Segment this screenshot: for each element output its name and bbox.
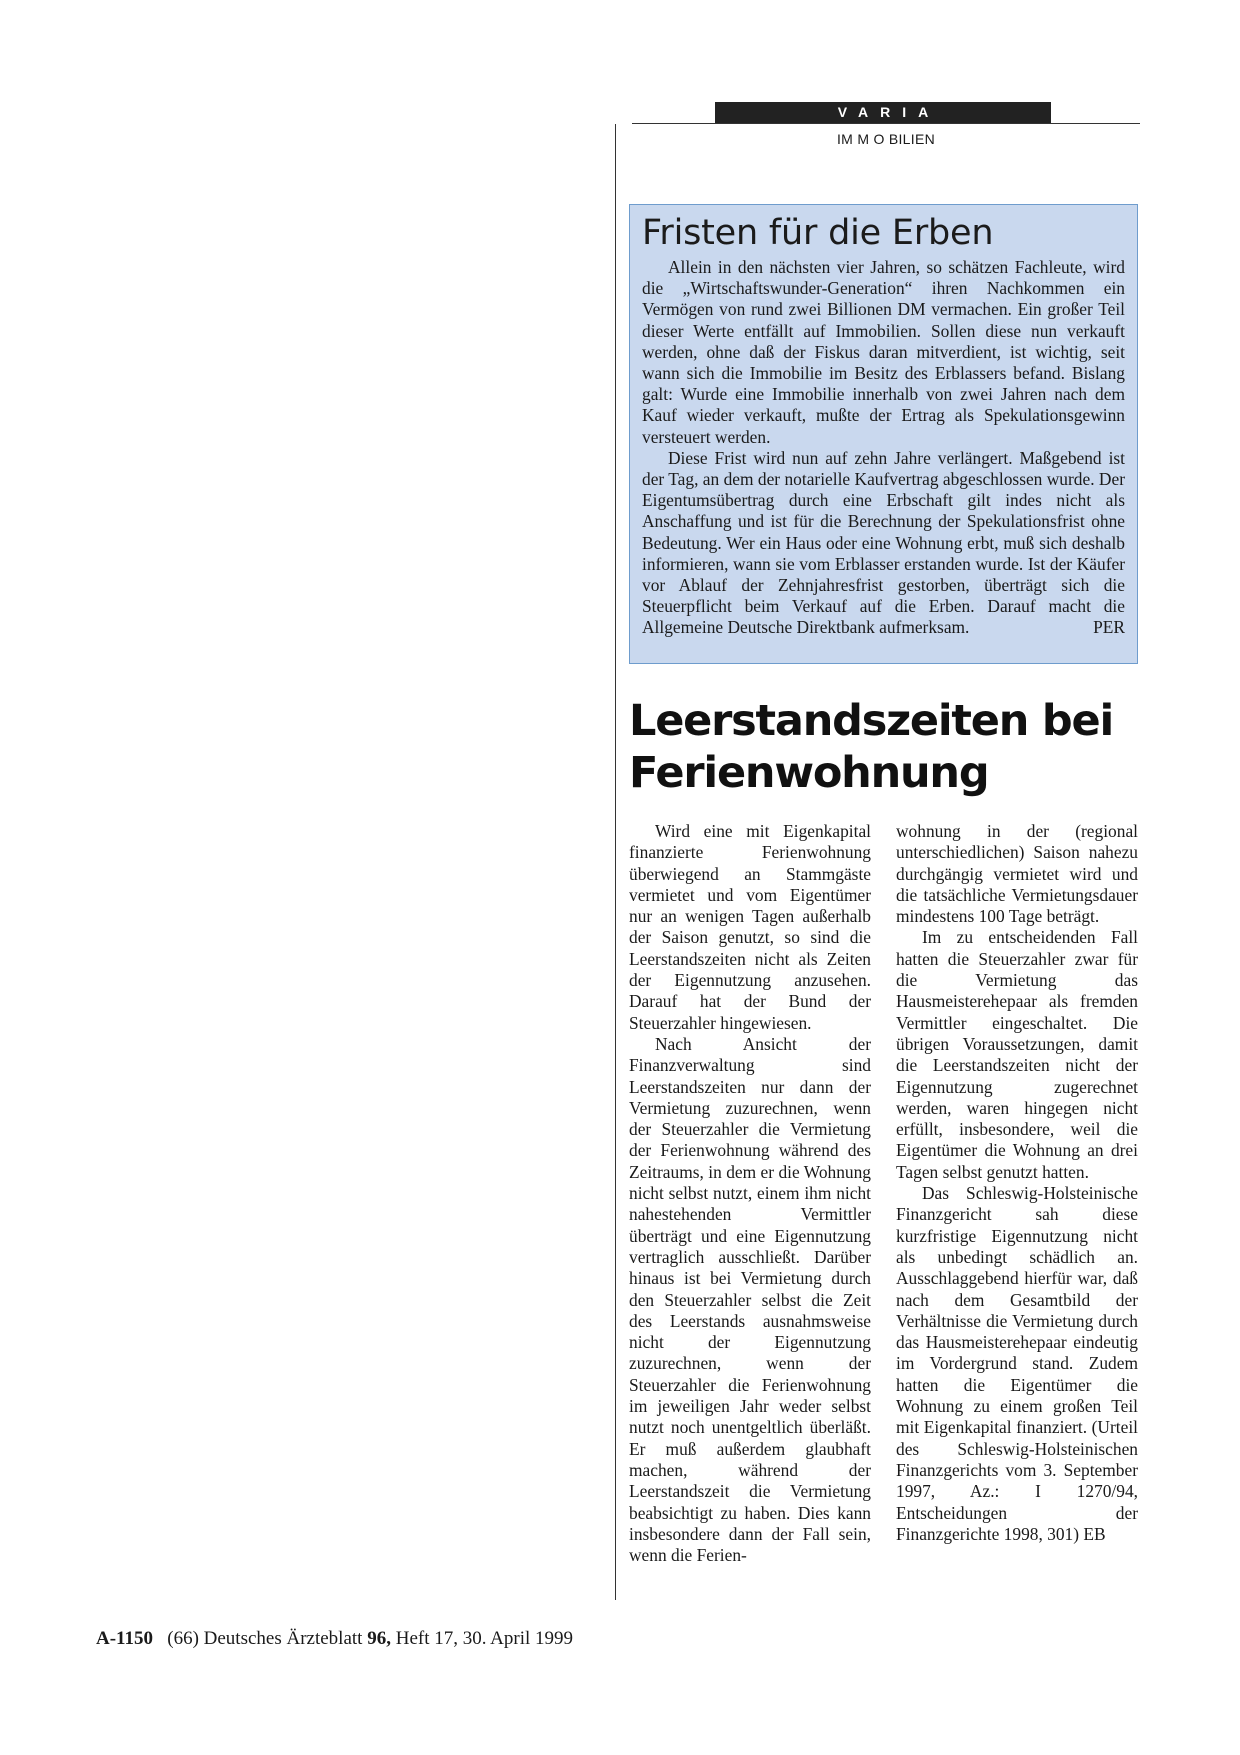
rubric-label: IM M O BILIEN <box>836 131 936 147</box>
article-paragraph: Nach Ansicht der Finanzverwaltung sind Leerstandszeiten nur dann der Vermietung zuzurechnen, wenn der Steuerzahler die Vermietung der Ferienwohnung während des Zeitraums, in dem er die Wohnung nicht selbst nutzt, einem ihm nicht nahestehenden Vermittler überträgt und eine Eigennutzung vertraglich ausschließt. Darüber hinaus ist bei Vermietung durch den Steuerzahler selbst die Zeit des Leerstands ausnahmsweise nicht der Eigennutzung zuzurechnen, wenn der Steuerzahler die Ferienwohnung im jeweiligen Jahr weder selbst nutzt noch unentgeltlich überläßt. Er muß außerdem glaubhaft machen, während der Leerstandszeit die Vermietung beabsichtigt zu haben. Dies kann insbesondere dann der Fall sein, wenn die Ferien- <box>629 1033 871 1566</box>
article-paragraph: wohnung in der (regional unterschiedlichen) Saison nahezu durchgängig vermietet wird und die tatsächliche Vermietungsdauer mindestens 100 Tage beträgt. <box>896 821 1138 927</box>
header-rule <box>632 123 1140 124</box>
author-signature: PER <box>1093 617 1125 638</box>
boxed-article <box>629 204 1138 664</box>
article-paragraph: Das Schleswig-Holsteinische Finanzgericht sah diese kurzfristige Eigennutzung nicht als unbedingt schädlich an. Ausschlaggebend hierfür war, daß nach dem Gesamtbild der Verhältnisse die Vermietung durch das Hausmeisterehepaar eindeutig im Vordergrund stand. Zudem hatten die Eigentümer die Wohnung zu einem großen Teil mit Eigenkapital finanziert. (Urteil des Schleswig-Holsteinischen Finanzgerichts vom 3. September 1997, Az.: I 1270/94, Entscheidungen der Finanzgerichte 1998, 301) EB <box>896 1183 1138 1544</box>
boxed-article-title: Fristen für die Erben <box>642 213 994 253</box>
article-column-2 <box>896 821 1138 1545</box>
page-reference: A-1150 <box>96 1628 153 1649</box>
journal-name: Deutsches Ärzteblatt <box>203 1628 363 1649</box>
boxed-article-text: Diese Frist wird nun auf zehn Jahre verlängert. Maßgebend ist der Tag, an dem der notarielle Kaufvertrag abgeschlossen wurde. Der Eigentumsübertrag durch eine Erbschaft gilt indes nicht als Anschaffung und ist für die Berechnung der Spekulationsfrist ohne Bedeutung. Wer ein Haus oder eine Wohnung erbt, muß sich deshalb informieren, wann sie vom Erblasser erstanden wurde. Ist der Käufer vor Ablauf der Zehnjahresfrist gestorben, überträgt sich die Steuerpflicht beim Verkauf auf die Erben. Darauf macht die Allgemeine Deutsche Direktbank aufmerksam. <box>642 447 1125 638</box>
article-paragraph: Wird eine mit Eigenkapital finanzierte Ferienwohnung überwiegend an Stammgäste vermietet und vom Eigentümer nur an wenigen Tagen außerhalb der Saison genutzt, so sind die Leerstandszeiten nicht als Zeiten der Eigennutzung anzusehen. Darauf hat der Bund der Steuerzahler hingewiesen. <box>629 821 871 1033</box>
article-headline: Leerstandszeiten bei Ferienwohnung <box>629 696 1114 798</box>
boxed-article-paragraph: Allein in den nächsten vier Jahren, so schätzen Fachleute, wird die „Wirtschaftswunder-Generation“ ihren Nachkommen ein Vermögen von rund zwei Billionen DM vermachen. Ein großer Teil dieser Werte entfällt auf Immobilien. Sollen diese nun verkauft werden, ohne daß der Fiskus daran mitverdient, ist wichtig, seit wann sich die Immobilie im Besitz des Erblassers befand. Bislang galt: Wurde eine Immobilie innerhalb von zwei Jahren nach dem Kauf wieder verkauft, mußte der Ertrag als Spekulationsgewinn versteuert werden. <box>642 257 1125 447</box>
article-column-1 <box>629 821 871 1566</box>
article-paragraph: Im zu entscheidenden Fall hatten die Steuerzahler zwar für die Vermietung das Hausmeisterehepaar als fremden Vermittler eingeschaltet. Die übrigen Voraussetzungen, damit die Leerstandszeiten nicht der Eigennutzung zugerechnet werden, waren hingegen nicht erfüllt, insbesondere, weil die Eigentümer die Wohnung an drei Tagen selbst genutzt hatten. <box>896 927 1138 1182</box>
boxed-article-paragraph <box>642 448 1125 639</box>
column-divider <box>615 124 616 1600</box>
page-number: (66) <box>167 1628 199 1649</box>
page-footer <box>96 1628 573 1650</box>
journal-volume: 96, <box>367 1628 391 1649</box>
journal-issue: Heft 17, 30. April 1999 <box>395 1628 574 1649</box>
section-label: VARIA <box>715 102 1051 123</box>
